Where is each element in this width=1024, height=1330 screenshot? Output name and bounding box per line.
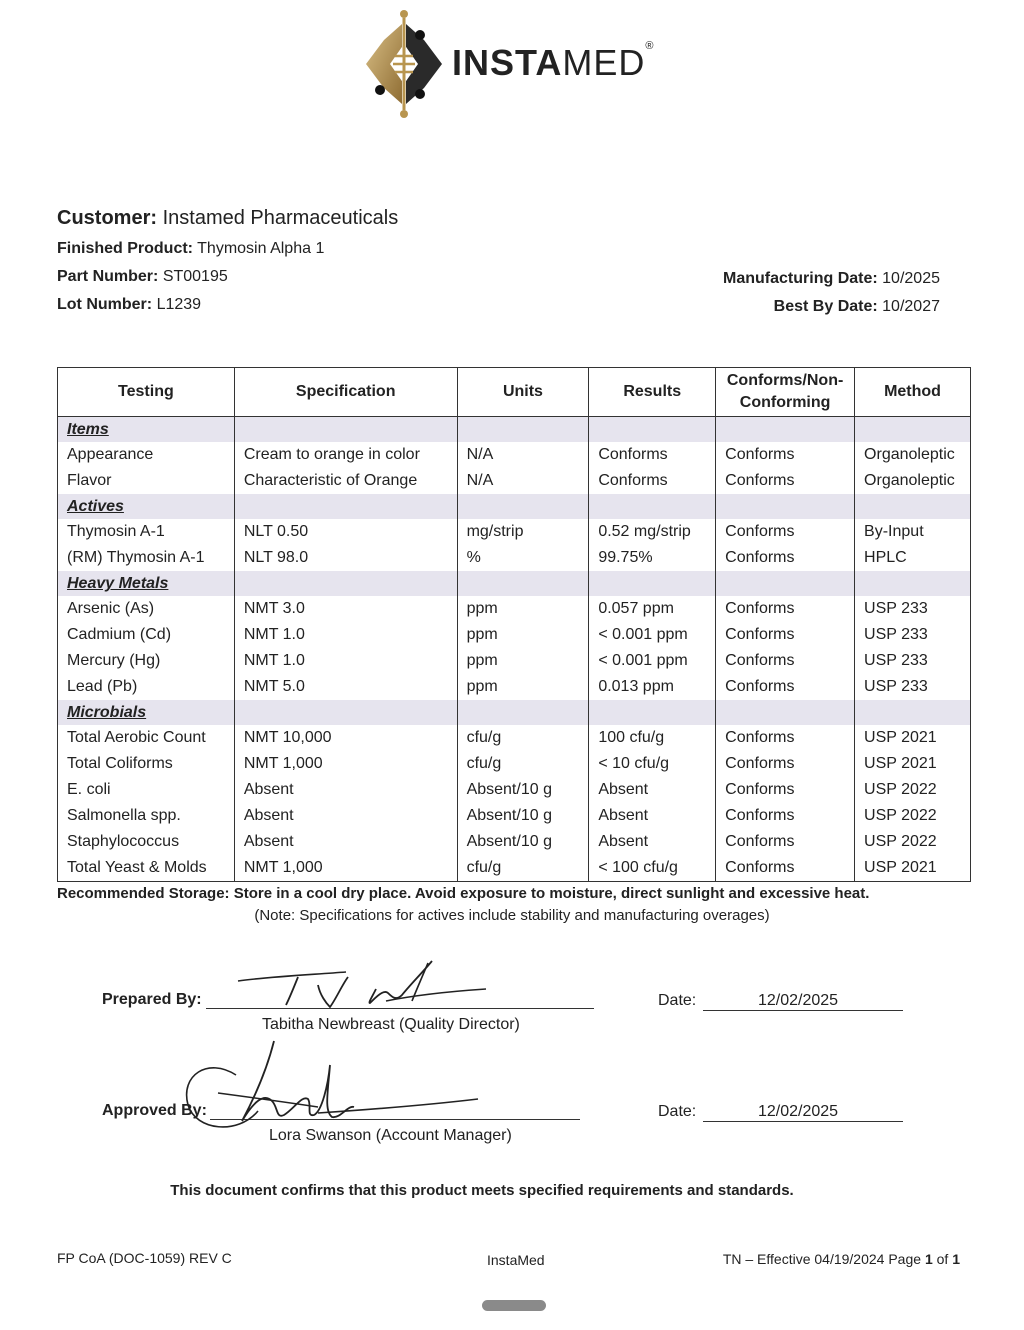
table-row	[58, 803, 971, 829]
cell-units: Absent/10 g	[457, 777, 589, 803]
table-row	[58, 725, 971, 751]
cell-results: < 100 cfu/g	[589, 855, 716, 882]
cell-specification: NMT 10,000	[234, 725, 457, 751]
mfg-label: Manufacturing Date:	[723, 270, 878, 287]
prepared-signature-icon	[236, 955, 496, 1015]
section-spacer-cell	[234, 700, 457, 725]
cell-units: N/A	[457, 442, 589, 468]
approved-date-line	[703, 1121, 903, 1122]
cell-units: ppm	[457, 622, 589, 648]
table-body	[58, 417, 971, 882]
cell-method: USP 233	[855, 596, 971, 622]
table-header-row	[58, 368, 971, 417]
cell-conforms: Conforms	[716, 442, 855, 468]
product-line	[57, 240, 324, 258]
cell-method: USP 2022	[855, 777, 971, 803]
prepared-date-value: 12/02/2025	[758, 992, 839, 1009]
cell-testing: Cadmium (Cd)	[58, 622, 235, 648]
cell-conforms: Conforms	[716, 648, 855, 674]
section-spacer-cell	[855, 494, 971, 519]
lot-line	[57, 296, 201, 314]
cell-results: 100 cfu/g	[589, 725, 716, 751]
cell-conforms: Conforms	[716, 622, 855, 648]
cell-testing: (RM) Thymosin A-1	[58, 545, 235, 571]
cell-specification: Absent	[234, 829, 457, 855]
cell-units: ppm	[457, 648, 589, 674]
header-results: Results	[589, 368, 716, 417]
storage-instructions: Recommended Storage: Store in a cool dry place. Avoid exposure to moisture, direct sunlight and excessive heat.	[57, 885, 870, 902]
prepared-by-name: Tabitha Newbreast (Quality Director)	[262, 1016, 520, 1033]
cell-results: Conforms	[589, 442, 716, 468]
table-row	[58, 777, 971, 803]
section-spacer-cell	[716, 417, 855, 443]
header-conforms: Conforms/Non-Conforming	[716, 368, 855, 417]
cell-testing: Total Aerobic Count	[58, 725, 235, 751]
section-spacer-cell	[234, 417, 457, 443]
cell-results: Absent	[589, 777, 716, 803]
approved-by-name: Lora Swanson (Account Manager)	[269, 1127, 512, 1144]
footer-of-text: of	[936, 1251, 949, 1267]
table-row	[58, 545, 971, 571]
confirmation-statement: This document confirms that this product meets specified requirements and standards.	[170, 1182, 794, 1199]
cell-method: USP 2022	[855, 803, 971, 829]
table-row	[58, 648, 971, 674]
footer-page-total: 1	[952, 1251, 960, 1267]
cell-method: By-Input	[855, 519, 971, 545]
table-row	[58, 674, 971, 700]
cell-units: Absent/10 g	[457, 803, 589, 829]
section-spacer-cell	[589, 417, 716, 443]
table-row	[58, 751, 971, 777]
coa-results-table	[57, 367, 971, 882]
section-title: Actives	[58, 494, 235, 519]
part-label: Part Number:	[57, 268, 159, 285]
part-value: ST00195	[162, 268, 228, 285]
cell-units: cfu/g	[457, 725, 589, 751]
cell-results: Conforms	[589, 468, 716, 494]
customer-line	[57, 207, 398, 230]
cell-specification: Absent	[234, 803, 457, 829]
footer-effective-text: TN – Effective 04/19/2024 Page	[722, 1251, 922, 1267]
cell-specification: NMT 1.0	[234, 622, 457, 648]
table-row	[58, 519, 971, 545]
cell-method: Organoleptic	[855, 442, 971, 468]
bestby-value: 10/2027	[882, 298, 940, 315]
cell-units: ppm	[457, 674, 589, 700]
section-spacer-cell	[855, 417, 971, 443]
brand-bold-text: INSTA	[452, 42, 563, 83]
manufacturing-date-line	[723, 270, 940, 288]
table-row	[58, 596, 971, 622]
cell-specification: NMT 1.0	[234, 648, 457, 674]
footer-company: InstaMed	[487, 1252, 545, 1268]
cell-conforms: Conforms	[716, 855, 855, 882]
cell-units: ppm	[457, 596, 589, 622]
cell-results: < 0.001 ppm	[589, 648, 716, 674]
cell-method: USP 2021	[855, 855, 971, 882]
section-spacer-cell	[457, 494, 589, 519]
lot-label: Lot Number:	[57, 296, 153, 313]
prepared-date-label: Date:	[658, 992, 697, 1009]
section-spacer-cell	[855, 571, 971, 596]
table-row	[58, 468, 971, 494]
cell-units: cfu/g	[457, 751, 589, 777]
mfg-value: 10/2025	[882, 270, 940, 287]
cell-results: 0.013 ppm	[589, 674, 716, 700]
section-spacer-cell	[716, 494, 855, 519]
customer-label: Customer:	[57, 207, 158, 229]
cell-specification: NMT 5.0	[234, 674, 457, 700]
section-row	[58, 417, 971, 443]
cell-specification: Cream to orange in color	[234, 442, 457, 468]
cell-specification: Characteristic of Orange	[234, 468, 457, 494]
cell-conforms: Conforms	[716, 777, 855, 803]
cell-method: USP 233	[855, 622, 971, 648]
cell-specification: NLT 98.0	[234, 545, 457, 571]
product-label: Finished Product:	[57, 240, 193, 257]
section-spacer-cell	[457, 417, 589, 443]
header-method: Method	[855, 368, 971, 417]
cell-testing: Mercury (Hg)	[58, 648, 235, 674]
section-spacer-cell	[716, 700, 855, 725]
cell-testing: Salmonella spp.	[58, 803, 235, 829]
section-row	[58, 700, 971, 725]
section-spacer-cell	[234, 571, 457, 596]
section-spacer-cell	[589, 700, 716, 725]
part-line	[57, 268, 228, 286]
cell-units: mg/strip	[457, 519, 589, 545]
cell-results: 99.75%	[589, 545, 716, 571]
product-value: Thymosin Alpha 1	[197, 240, 325, 257]
section-title: Items	[58, 417, 235, 443]
header-testing: Testing	[58, 368, 235, 417]
section-spacer-cell	[589, 571, 716, 596]
cell-testing: Total Yeast & Molds	[58, 855, 235, 882]
registered-mark: ®	[645, 40, 655, 52]
cell-results: < 0.001 ppm	[589, 622, 716, 648]
section-spacer-cell	[716, 571, 855, 596]
cell-method: USP 2021	[855, 725, 971, 751]
cell-results: < 10 cfu/g	[589, 751, 716, 777]
approved-date-value: 12/02/2025	[758, 1103, 839, 1120]
cell-method: USP 233	[855, 648, 971, 674]
scroll-handle[interactable]	[482, 1300, 546, 1311]
cell-conforms: Conforms	[716, 803, 855, 829]
section-row	[58, 571, 971, 596]
cell-specification: NLT 0.50	[234, 519, 457, 545]
section-title: Microbials	[58, 700, 235, 725]
brand-wordmark	[452, 42, 654, 84]
table-row	[58, 855, 971, 882]
customer-value: Instamed Pharmaceuticals	[162, 207, 399, 229]
cell-testing: Lead (Pb)	[58, 674, 235, 700]
section-spacer-cell	[457, 571, 589, 596]
footer-page-number: 1	[924, 1251, 933, 1267]
best-by-date-line	[774, 298, 940, 316]
cell-units: cfu/g	[457, 855, 589, 882]
cell-conforms: Conforms	[716, 751, 855, 777]
cell-method: HPLC	[855, 545, 971, 571]
table-row	[58, 829, 971, 855]
cell-method: USP 2022	[855, 829, 971, 855]
cell-results: 0.057 ppm	[589, 596, 716, 622]
approved-date-label: Date:	[658, 1103, 697, 1120]
header-specification: Specification	[234, 368, 457, 417]
brand-light-text: MED	[562, 42, 646, 83]
cell-method: USP 233	[855, 674, 971, 700]
section-spacer-cell	[589, 494, 716, 519]
cell-results: 0.52 mg/strip	[589, 519, 716, 545]
cell-units: %	[457, 545, 589, 571]
approved-signature-icon	[178, 1035, 488, 1135]
table-row	[58, 442, 971, 468]
cell-testing: Flavor	[58, 468, 235, 494]
section-spacer-cell	[855, 700, 971, 725]
prepared-by-label: Prepared By:	[102, 991, 202, 1008]
cell-results: Absent	[589, 829, 716, 855]
bestby-label: Best By Date:	[773, 298, 878, 315]
section-spacer-cell	[234, 494, 457, 519]
lot-value: L1239	[156, 296, 202, 313]
cell-results: Absent	[589, 803, 716, 829]
table-row	[58, 622, 971, 648]
footer-document-id: FP CoA (DOC-1059) REV C	[57, 1250, 232, 1266]
cell-units: Absent/10 g	[457, 829, 589, 855]
cell-method: USP 2021	[855, 751, 971, 777]
cell-specification: NMT 3.0	[234, 596, 457, 622]
section-row	[58, 494, 971, 519]
specification-note: (Note: Specifications for actives include stability and manufacturing overages)	[254, 907, 770, 924]
cell-specification: Absent	[234, 777, 457, 803]
approved-by-label: Approved By:	[102, 1102, 207, 1119]
cell-testing: Thymosin A-1	[58, 519, 235, 545]
cell-conforms: Conforms	[716, 545, 855, 571]
cell-conforms: Conforms	[716, 725, 855, 751]
header-units: Units	[457, 368, 589, 417]
cell-specification: NMT 1,000	[234, 855, 457, 882]
cell-testing: Staphylococcus	[58, 829, 235, 855]
cell-units: N/A	[457, 468, 589, 494]
cell-testing: Appearance	[58, 442, 235, 468]
footer-page-info	[723, 1251, 960, 1267]
prepared-date-line	[703, 1010, 903, 1011]
cell-conforms: Conforms	[716, 596, 855, 622]
cell-method: Organoleptic	[855, 468, 971, 494]
cell-conforms: Conforms	[716, 674, 855, 700]
cell-testing: Total Coliforms	[58, 751, 235, 777]
cell-testing: E. coli	[58, 777, 235, 803]
cell-conforms: Conforms	[716, 468, 855, 494]
section-spacer-cell	[457, 700, 589, 725]
cell-conforms: Conforms	[716, 829, 855, 855]
cell-conforms: Conforms	[716, 519, 855, 545]
cell-testing: Arsenic (As)	[58, 596, 235, 622]
section-title: Heavy Metals	[58, 571, 235, 596]
cell-specification: NMT 1,000	[234, 751, 457, 777]
